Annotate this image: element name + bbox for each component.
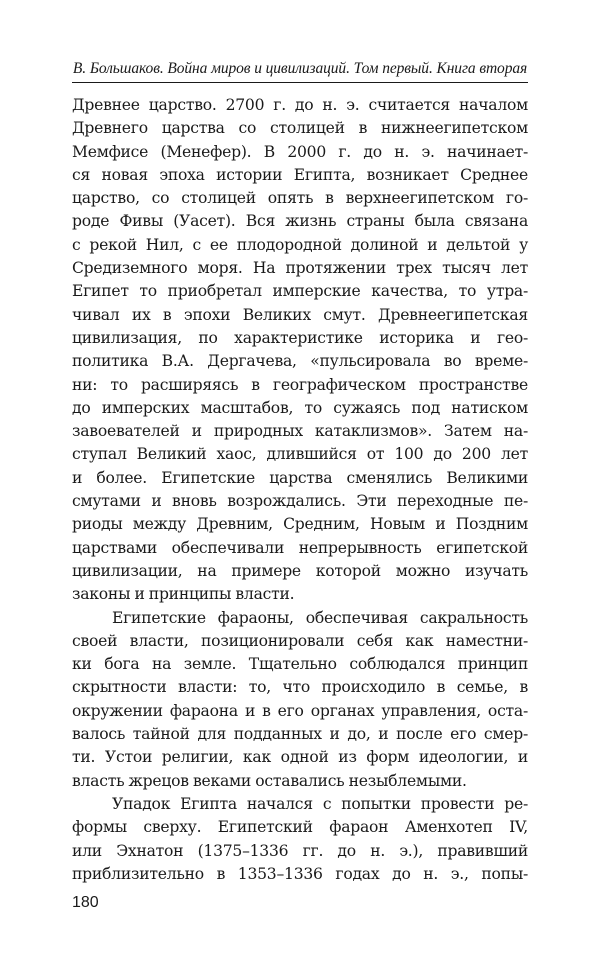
text-line: власть жрецов веками оставались незыблемыми. xyxy=(72,771,467,790)
text-line: ти. Устои религии, как одной из форм идеологии, и xyxy=(72,748,528,767)
text-line: своей власти, позиционировали себя как наместни- xyxy=(72,631,528,650)
text-line: валось тайной для подданных и до, и после его смер- xyxy=(72,725,528,744)
text-line: ступал Великий хаос, длившийся от 100 до 200 лет xyxy=(72,445,528,464)
paragraph xyxy=(72,94,528,607)
text-line: скрытности власти: то, что происходило в семье, в xyxy=(72,678,528,697)
text-line: политика В.А. Дергачева, «пульсировала во време- xyxy=(72,352,528,371)
text-line: цивилизации, на примере которой можно изучать xyxy=(72,561,528,580)
text-line: приблизительно в 1353–1336 годах до н. э., попы- xyxy=(72,864,528,883)
text-line: цивилизация, по характеристике историка и гео- xyxy=(72,328,528,347)
running-header: В. Большаков. Война миров и цивилизаций. Том первый. Книга вторая xyxy=(72,60,528,77)
text-line: законы и принципы власти. xyxy=(72,585,295,604)
text-line: Древнее царство. 2700 г. до н. э. считается началом xyxy=(72,96,528,114)
paragraph xyxy=(72,607,528,793)
text-line: окружении фараона и в его органах управления, оста- xyxy=(72,701,528,720)
text-line: с рекой Нил, с ее плодородной долиной и дельтой у xyxy=(72,235,528,254)
text-line: ни: то расширяясь в географическом пространстве xyxy=(72,375,528,394)
body-text xyxy=(72,94,528,886)
text-line: Мемфисе (Менефер). В 2000 г. до н. э. начинает- xyxy=(72,142,528,161)
text-line: царство, со столицей опять в верхнеегипетском го- xyxy=(72,189,528,208)
page-number: 180 xyxy=(72,894,99,911)
text-line: ки бога на земле. Тщательно соблюдался принцип xyxy=(72,655,528,674)
text-line: завоевателей и природных катаклизмов». Затем на- xyxy=(72,422,528,441)
text-line: Египет то приобретал имперские качества, то утра- xyxy=(72,282,528,301)
text-line: или Эхнатон (1375–1336 гг. до н. э.), правивший xyxy=(72,841,528,860)
text-line: Древнего царства со столицей в нижнеегипетском xyxy=(72,119,528,138)
header-rule xyxy=(72,82,528,83)
text-line: чивал их в эпохи Великих смут. Древнеегипетская xyxy=(72,305,528,324)
text-line: и более. Египетские царства сменялись Великими xyxy=(72,468,528,487)
text-line: царствами обеспечивали непрерывность египетской xyxy=(72,538,528,557)
text-line: Средиземного моря. На протяжении трех тысяч лет xyxy=(72,259,528,278)
text-line: ся новая эпоха истории Египта, возникает Среднее xyxy=(72,165,528,184)
text-line: риоды между Древним, Средним, Новым и Поздним xyxy=(72,515,528,534)
text-line: Египетские фараоны, обеспечивая сакральность xyxy=(112,608,528,627)
text-line: смутами и вновь возрождались. Эти переходные пе- xyxy=(72,492,528,511)
text-line: до имперских масштабов, то сужаясь под натиском xyxy=(72,398,528,417)
text-line: формы сверху. Египетский фараон Аменхотеп IV, xyxy=(72,818,528,837)
text-line: роде Фивы (Уасет). Вся жизнь страны была связана xyxy=(72,212,528,231)
paragraph xyxy=(72,793,528,886)
text-line: Упадок Египта начался с попытки провести ре- xyxy=(112,794,528,813)
